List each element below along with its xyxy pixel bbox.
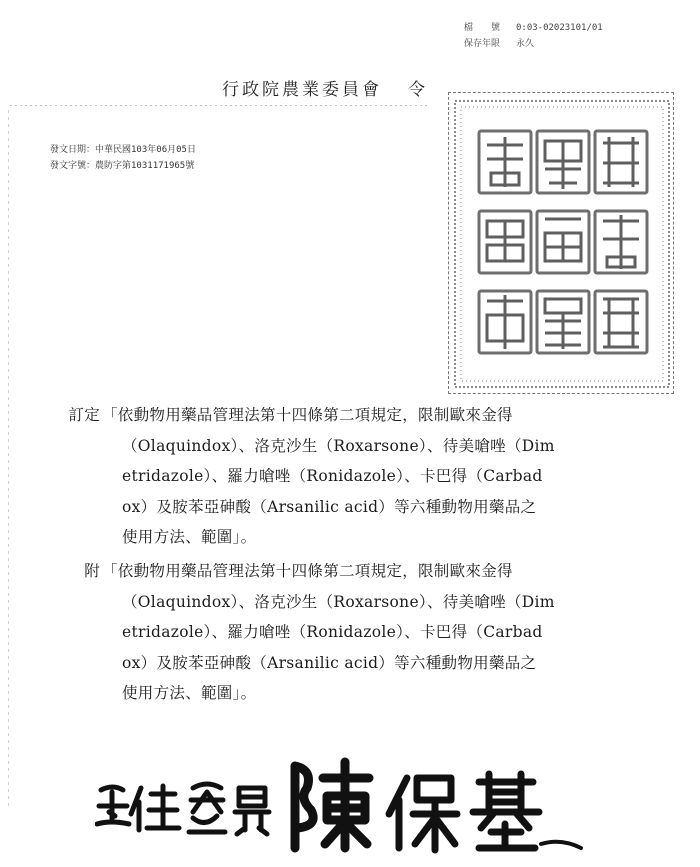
attachment-lead: 附 [84,562,100,580]
seal-graphic [449,93,675,395]
attachment-line: （Olaquindox）、洛克沙生（Roxarsone）、待美嗆唑（Dim [122,592,555,611]
order-lead: 訂定 [68,406,100,424]
issue-meta [50,142,196,174]
attachment-line: 「依動物用藥品管理法第十四條第二項規定，限制歐來金得 [102,562,513,580]
attachment-line: ox）及胺苯亞砷酸（Arsanilic acid）等六種動物用藥品之 [122,653,537,672]
file-number-row [440,20,603,36]
attachment-line: etridazole）、羅力嗆唑（Ronidazole）、卡巴得（Carbad [122,623,543,641]
scan-fold-line [8,110,9,810]
retention-row [440,36,603,52]
agency-name: 行政院農業委員會 [222,80,382,100]
handwritten-signature [95,748,595,858]
issue-number-value: 農防字第1031171965號 [95,161,195,171]
order-paragraph [40,400,660,553]
order-line: 「依動物用藥品管理法第十四條第二項規定，限制歐來金得 [102,406,513,424]
order-text [102,400,660,553]
order-line: 使用方法、範圍」。 [122,528,257,546]
retention-value: 永久 [516,39,535,49]
attachment-paragraph [40,556,660,709]
attachment-line: 使用方法、範圍」。 [122,684,257,702]
doc-type: 令 [408,80,428,100]
attachment-text [102,556,660,709]
file-header [440,20,603,52]
official-seal-stamp [448,92,674,394]
retention-label: 保存年限 [463,39,500,49]
file-number-label: 檔 號 [463,23,500,33]
issue-number [50,158,196,174]
scan-fold-line [10,105,430,106]
order-line: etridazole）、羅力嗆唑（Ronidazole）、卡巴得（Carbad [122,467,543,485]
issue-number-label: 發文字號： [50,161,96,171]
file-number-value: 0:03-02023101/01 [516,23,603,33]
order-line: ox）及胺苯亞砷酸（Arsanilic acid）等六種動物用藥品之 [122,497,537,516]
issue-date-label: 發文日期： [50,145,96,155]
order-line: （Olaquindox）、洛克沙生（Roxarsone）、待美嗆唑（Dim [122,436,555,455]
issue-date-value: 中華民國103年06月05日 [95,145,196,155]
issue-date [50,142,196,158]
signature-block [95,748,595,858]
document-title [222,75,428,100]
